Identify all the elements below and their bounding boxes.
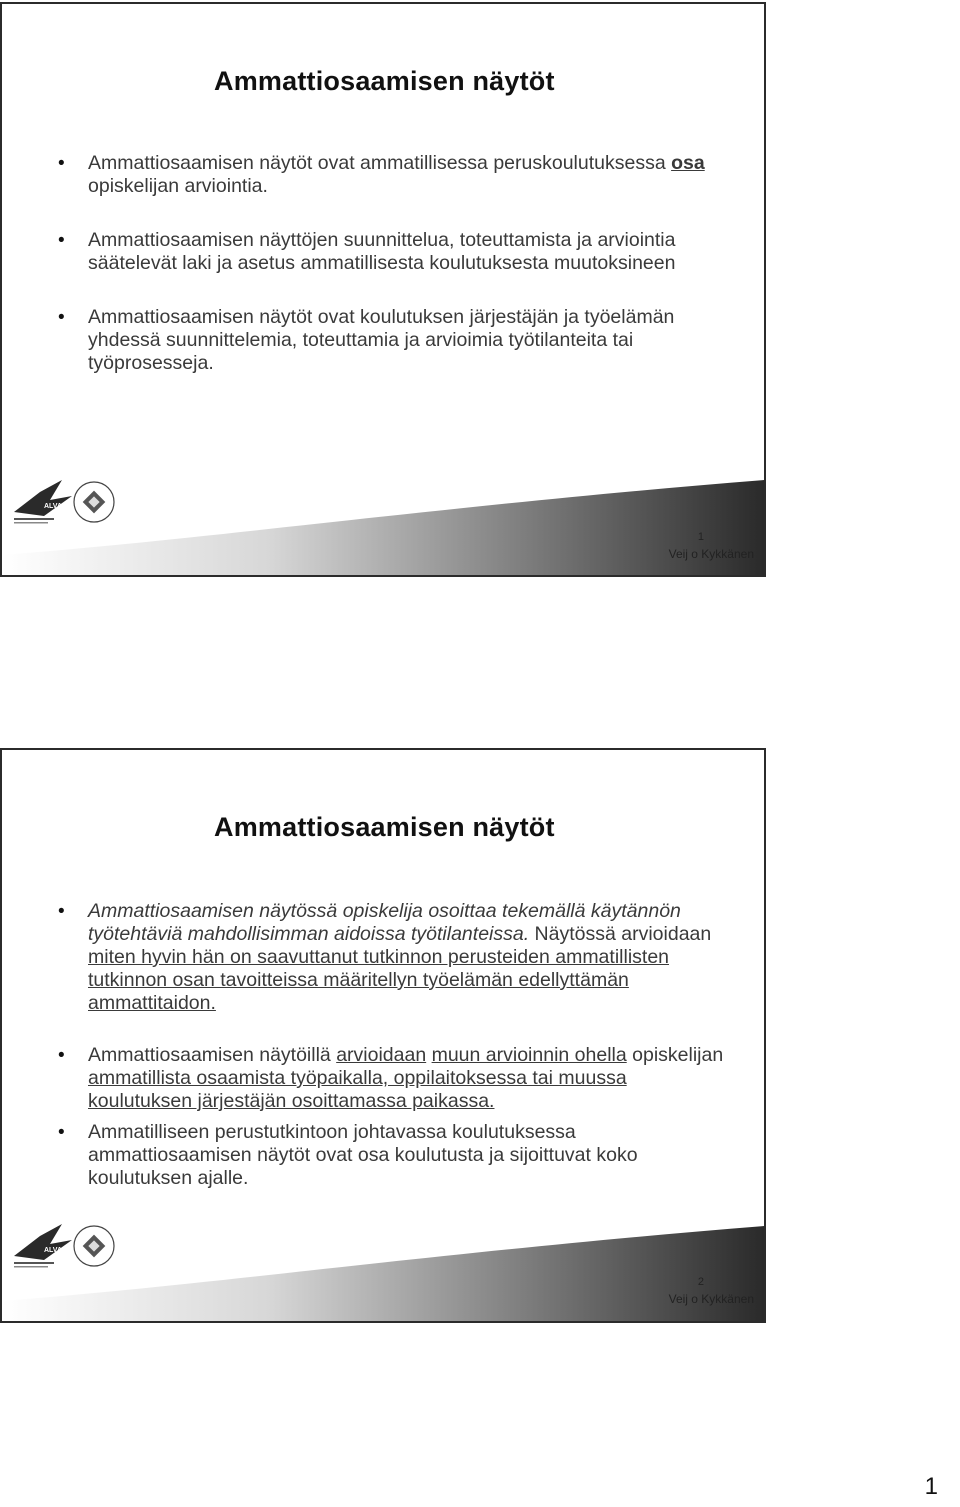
slide-title: Ammattiosaamisen näytöt	[214, 812, 555, 842]
svg-text:ALVAR: ALVAR	[44, 1247, 68, 1254]
bullet-dot-icon: •	[58, 1045, 65, 1066]
bullet-item	[2, 152, 724, 198]
bullet-item	[2, 229, 724, 275]
slide-title: Ammattiosaamisen näytöt	[214, 66, 555, 96]
bullet-item	[2, 1121, 724, 1190]
bullet-text: Ammatilliseen perustutkintoon johtavassa koulutuksessa ammattiosaamisen näytöt ovat osa koulutusta ja sijoittuvat koko koulutuksen ajalle.	[88, 1121, 638, 1189]
author-name: Veij o Kykkänen	[668, 547, 754, 561]
bullet-list	[2, 900, 724, 1190]
bullet-dot-icon: •	[58, 230, 65, 251]
slide-2	[0, 748, 766, 1323]
alvar-logo-icon	[10, 478, 120, 530]
bullet-text: Ammattiosaamisen näytöt ovat koulutuksen järjestäjän ja työelämän yhdessä suunnittelemia, toteuttamia ja arvioimia työtilanteita tai työprosesseja.	[88, 306, 675, 374]
bullet-dot-icon: •	[58, 901, 65, 922]
bullet-text: Ammattiosaamisen näytössä opiskelija osoittaa tekemällä käytännön työtehtäviä mahdollisimman aidoissa työtilanteissa. Näytössä arvioidaan miten hyvin hän on saavuttanut tutkinnon perusteiden ammatillisten tutkinnon osan tavoitteissa määritellyn työelämän edellyttämän ammattitaidon.	[88, 900, 712, 1014]
svg-text:ALVAR: ALVAR	[44, 503, 68, 510]
bullet-item	[2, 306, 724, 375]
bullet-item	[2, 900, 724, 1015]
page-number: 2	[697, 1276, 704, 1288]
bullet-text: Ammattiosaamisen näytöt ovat ammatillisessa peruskoulutuksessa osa opiskelijan arviointia.	[88, 152, 705, 197]
author-name: Veij o Kykkänen	[668, 1292, 754, 1306]
page-number: 1	[697, 531, 704, 543]
bullet-list	[2, 152, 724, 375]
slide-1	[0, 2, 766, 577]
bullet-text: Ammattiosaamisen näytöillä arvioidaan muun arvioinnin ohella opiskelijan ammatillista osaamista työpaikalla, oppilaitoksessa tai muussa koulutuksen järjestäjän osoittamassa paikassa.	[88, 1044, 724, 1112]
bullet-item	[2, 1044, 724, 1113]
bullet-dot-icon: •	[58, 153, 65, 174]
document-page-number: 1	[924, 1473, 938, 1500]
bullet-dot-icon: •	[58, 307, 65, 328]
bullet-dot-icon: •	[58, 1122, 65, 1143]
bullet-text: Ammattiosaamisen näyttöjen suunnittelua, toteuttamista ja arviointia säätelevät laki ja asetus ammatillisesta koulutuksesta muutoksineen	[88, 229, 676, 274]
alvar-logo-icon	[10, 1222, 120, 1274]
